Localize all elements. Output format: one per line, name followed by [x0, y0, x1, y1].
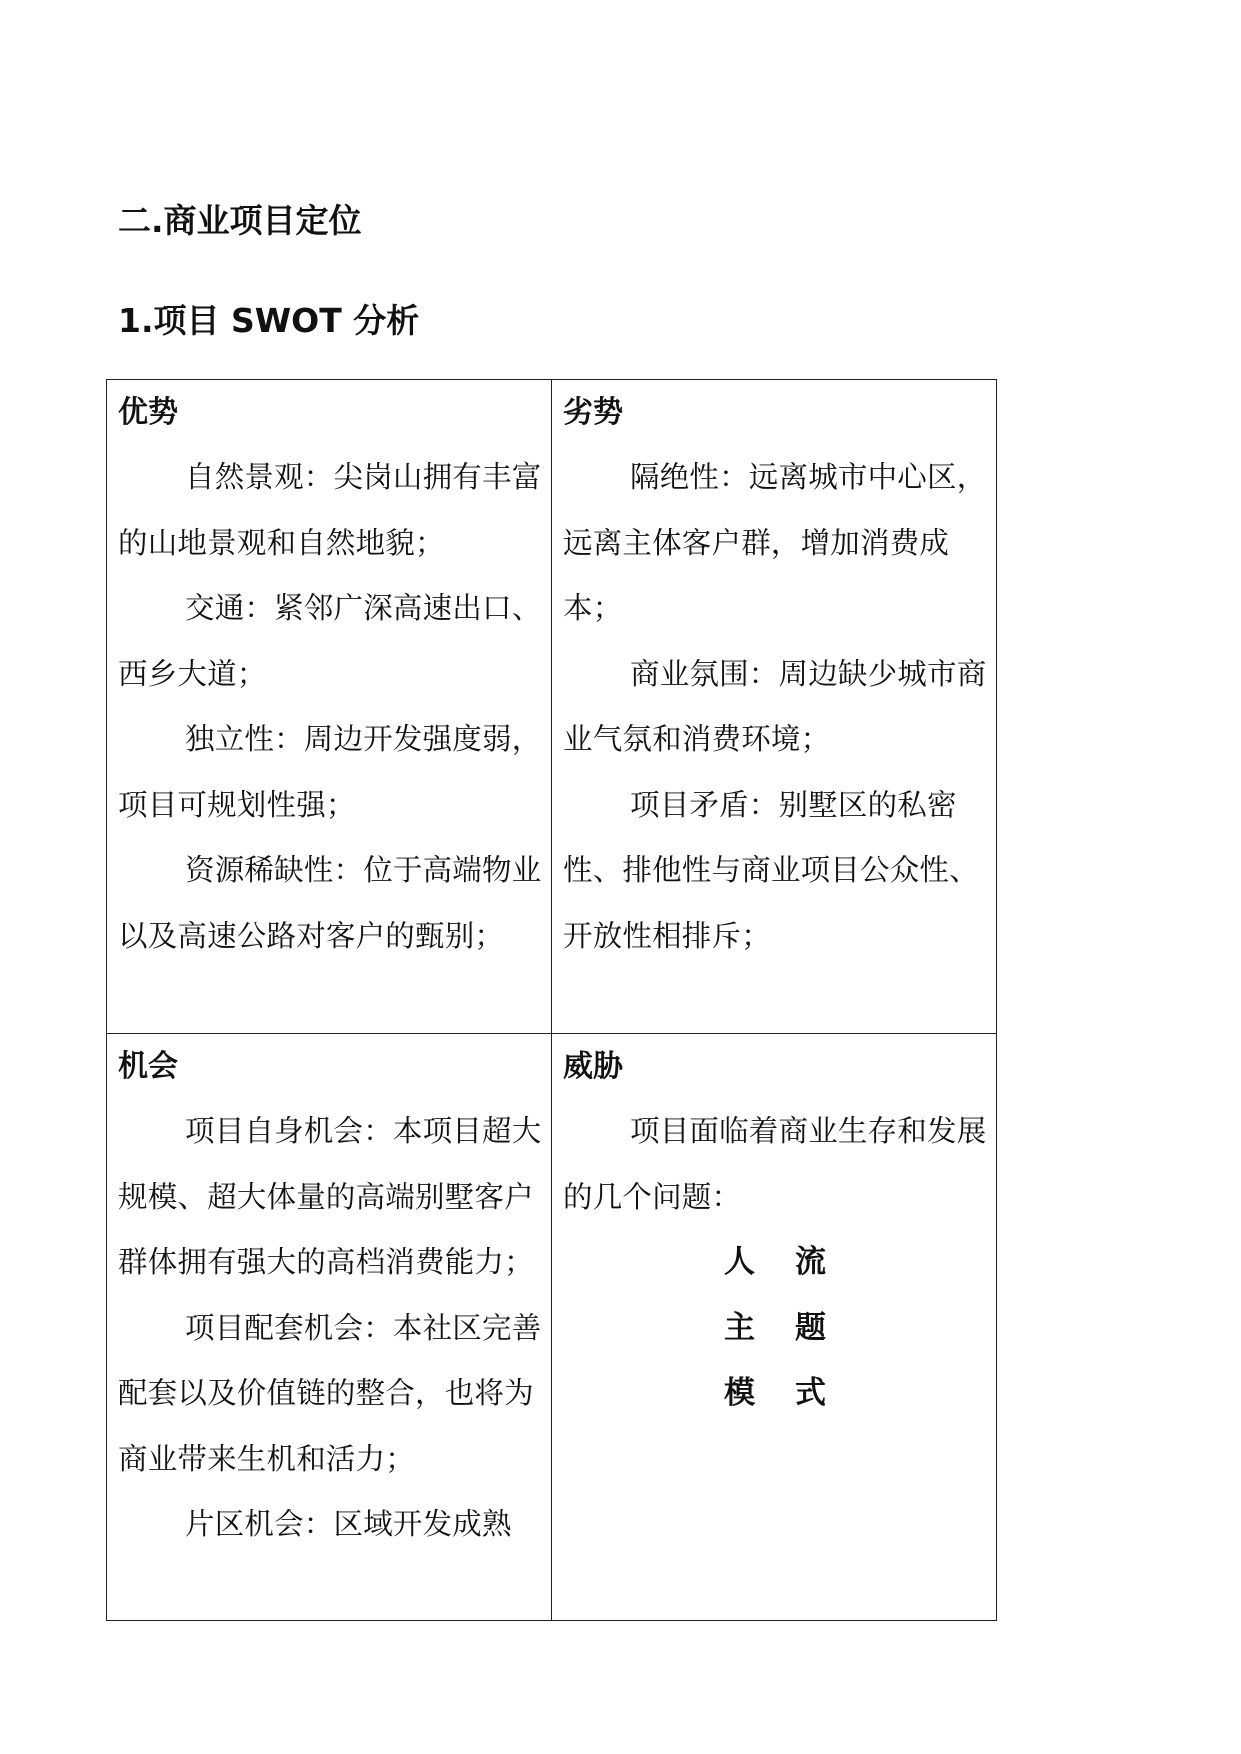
threats-intro: 项目面临着商业生存和发展的几个问题： [563, 1114, 987, 1214]
weakness-item: 项目矛盾：别墅区的私密性、排他性与商业项目公众性、开放性相排斥； [563, 787, 979, 953]
threats-title: 威胁 [563, 1049, 623, 1084]
subsection-title: 1.项目 SWOT 分析 [118, 301, 420, 340]
opportunity-item: 项目配套机会：本社区完善配套以及价值链的整合，也将为商业带来生机和活力； [118, 1310, 542, 1476]
opportunities-cell [107, 1034, 551, 1620]
swot-table [106, 379, 997, 1621]
opportunities-title: 机会 [118, 1049, 178, 1084]
strength-item: 资源稀缺性：位于高端物业以及高速公路对客户的甄别； [118, 853, 542, 953]
section-title: 二.商业项目定位 [118, 201, 362, 240]
strength-item: 独立性：周边开发强度弱，项目可规划性强； [118, 722, 542, 822]
weakness-item: 隔绝性：远离城市中心区，远离主体客户群，增加消费成本； [563, 460, 987, 625]
strength-item: 自然景观：尖岗山拥有丰富的山地景观和自然地貌； [118, 460, 542, 560]
threat-keyword: 主题 [724, 1309, 866, 1346]
weaknesses-title: 劣势 [563, 395, 623, 430]
threats-cell [552, 1034, 996, 1620]
opportunity-item: 片区机会：区域开发成熟 [185, 1507, 512, 1541]
threat-keyword: 人流 [724, 1244, 866, 1280]
strengths-cell [107, 380, 551, 1033]
opportunity-item: 项目自身机会：本项目超大规模、超大体量的高端别墅客户群体拥有强大的高档消费能力； [118, 1114, 542, 1279]
weakness-item: 商业氛围：周边缺少城市商业气氛和消费环境； [563, 656, 987, 756]
weaknesses-cell [552, 380, 996, 1033]
threat-keyword: 模式 [724, 1375, 866, 1411]
strengths-title: 优势 [118, 395, 178, 430]
strength-item: 交通：紧邻广深高速出口、西乡大道； [118, 591, 542, 691]
